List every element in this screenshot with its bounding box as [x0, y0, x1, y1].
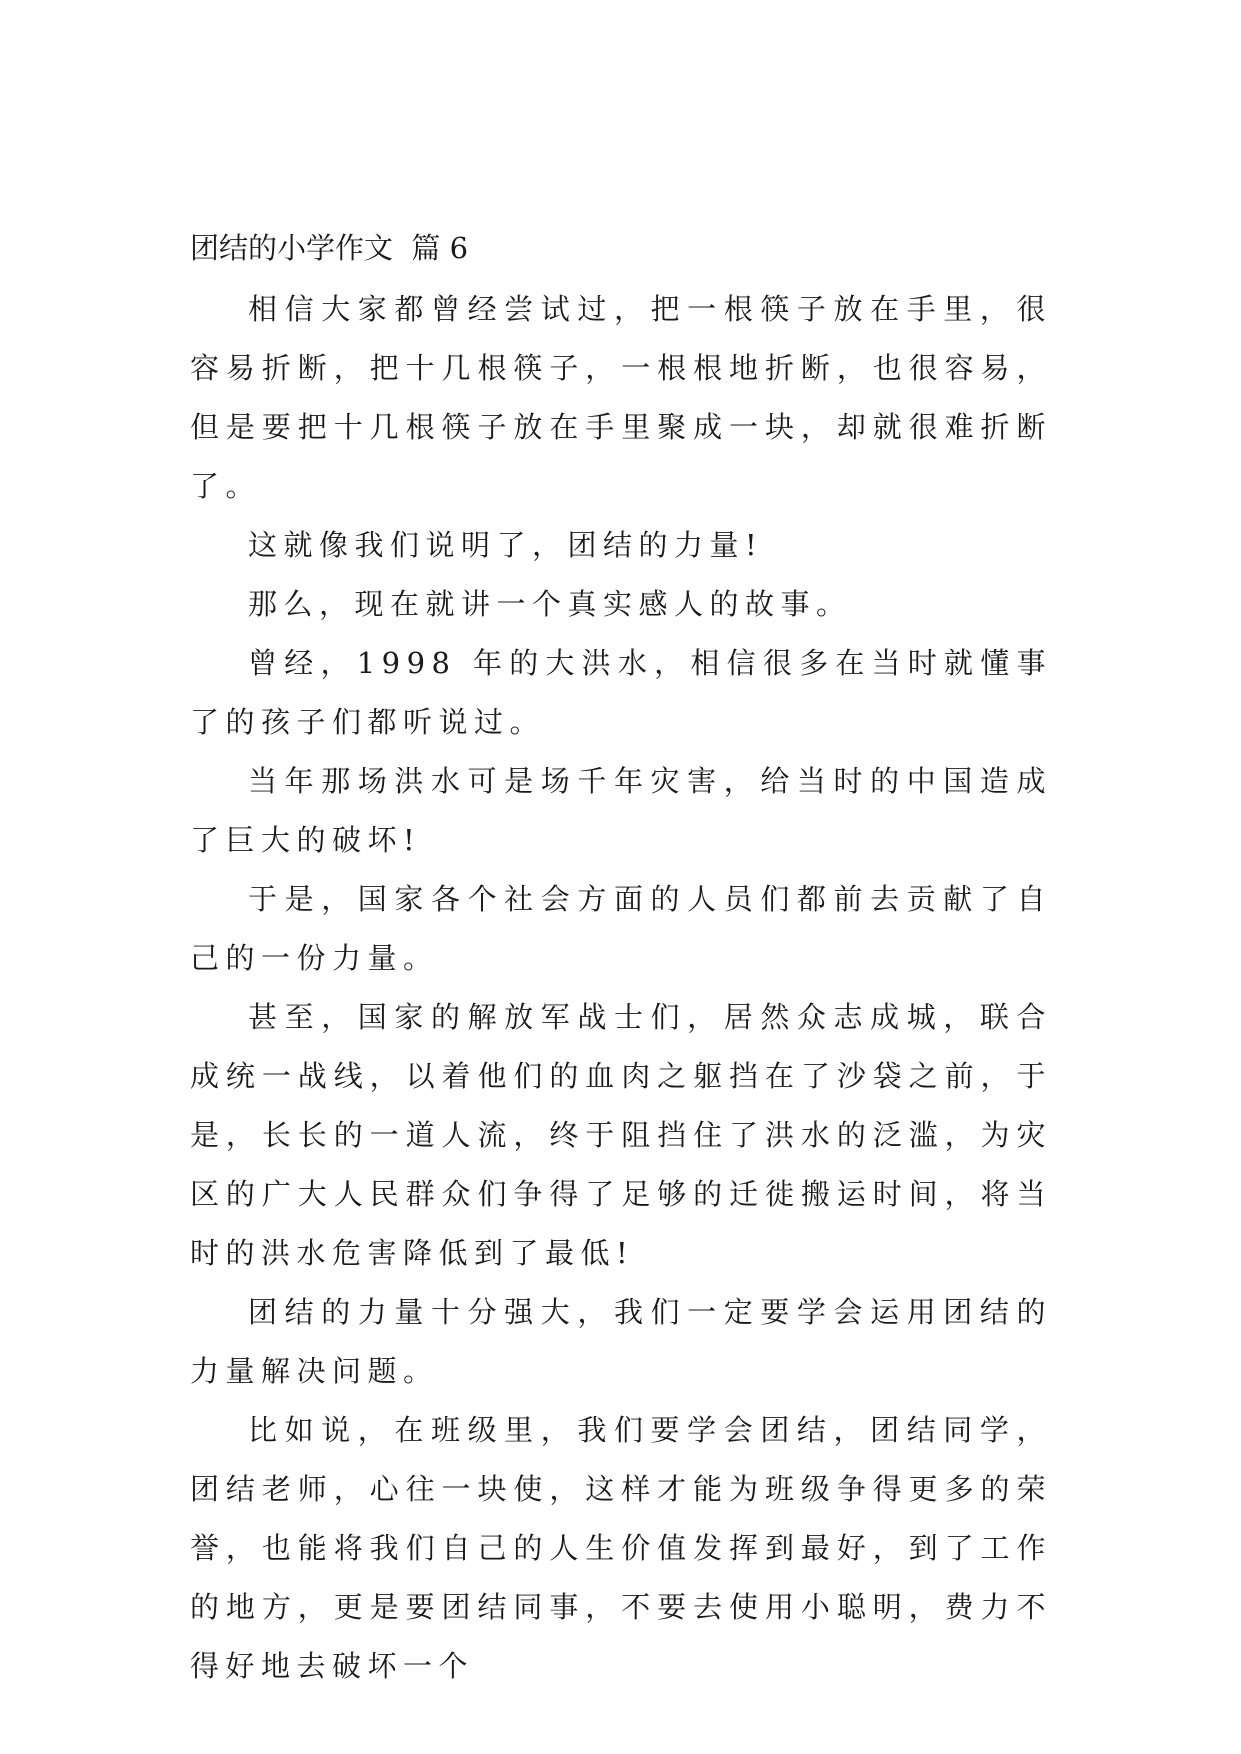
paragraph-contribution: 于是，国家各个社会方面的人员们都前去贡献了自己的一份力量。 [190, 882, 1052, 975]
document-page [190, 222, 1052, 1696]
paragraph-strength: 团结的力量十分强大，我们一定要学会运用团结的力量解决问题。 [190, 1295, 1052, 1388]
paragraph-soldiers: 甚至，国家的解放军战士们，居然众志成城，联合成统一战线，以着他们的血肉之躯挡在了沙袋之前，于是，长长的一道人流，终于阻挡住了洪水的泛滥，为灾区的广大人民群众们争得了足够的迁徙搬运时间，将当时的洪水危害降低到了最低! [190, 1000, 1052, 1270]
paragraph-story-intro: 那么，现在就讲一个真实感人的故事。 [248, 587, 852, 621]
paragraph-chopsticks: 相信大家都曾经尝试过，把一根筷子放在手里，很容易折断，把十几根筷子，一根根地折断，也很容易，但是要把十几根筷子放在手里聚成一块，却就很难折断了。 [190, 292, 1052, 503]
paragraph-flood-1998: 曾经，1998 年的大洪水，相信很多在当时就懂事了的孩子们都听说过。 [190, 646, 1052, 739]
paragraph-unity-power: 这就像我们说明了，团结的力量! [248, 528, 764, 562]
paragraph-classroom: 比如说，在班级里，我们要学会团结，团结同学，团结老师，心往一块使，这样才能为班级争得更多的荣誉，也能将我们自己的人生价值发挥到最好，到了工作的地方，更是要团结同事，不要去使用小聪明，费力不得好地去破坏一个 [190, 1413, 1052, 1683]
document-title: 团结的小学作文 篇 6 [190, 231, 469, 265]
document-body [190, 280, 1052, 1696]
paragraph-disaster: 当年那场洪水可是场千年灾害，给当时的中国造成了巨大的破坏! [190, 764, 1052, 857]
